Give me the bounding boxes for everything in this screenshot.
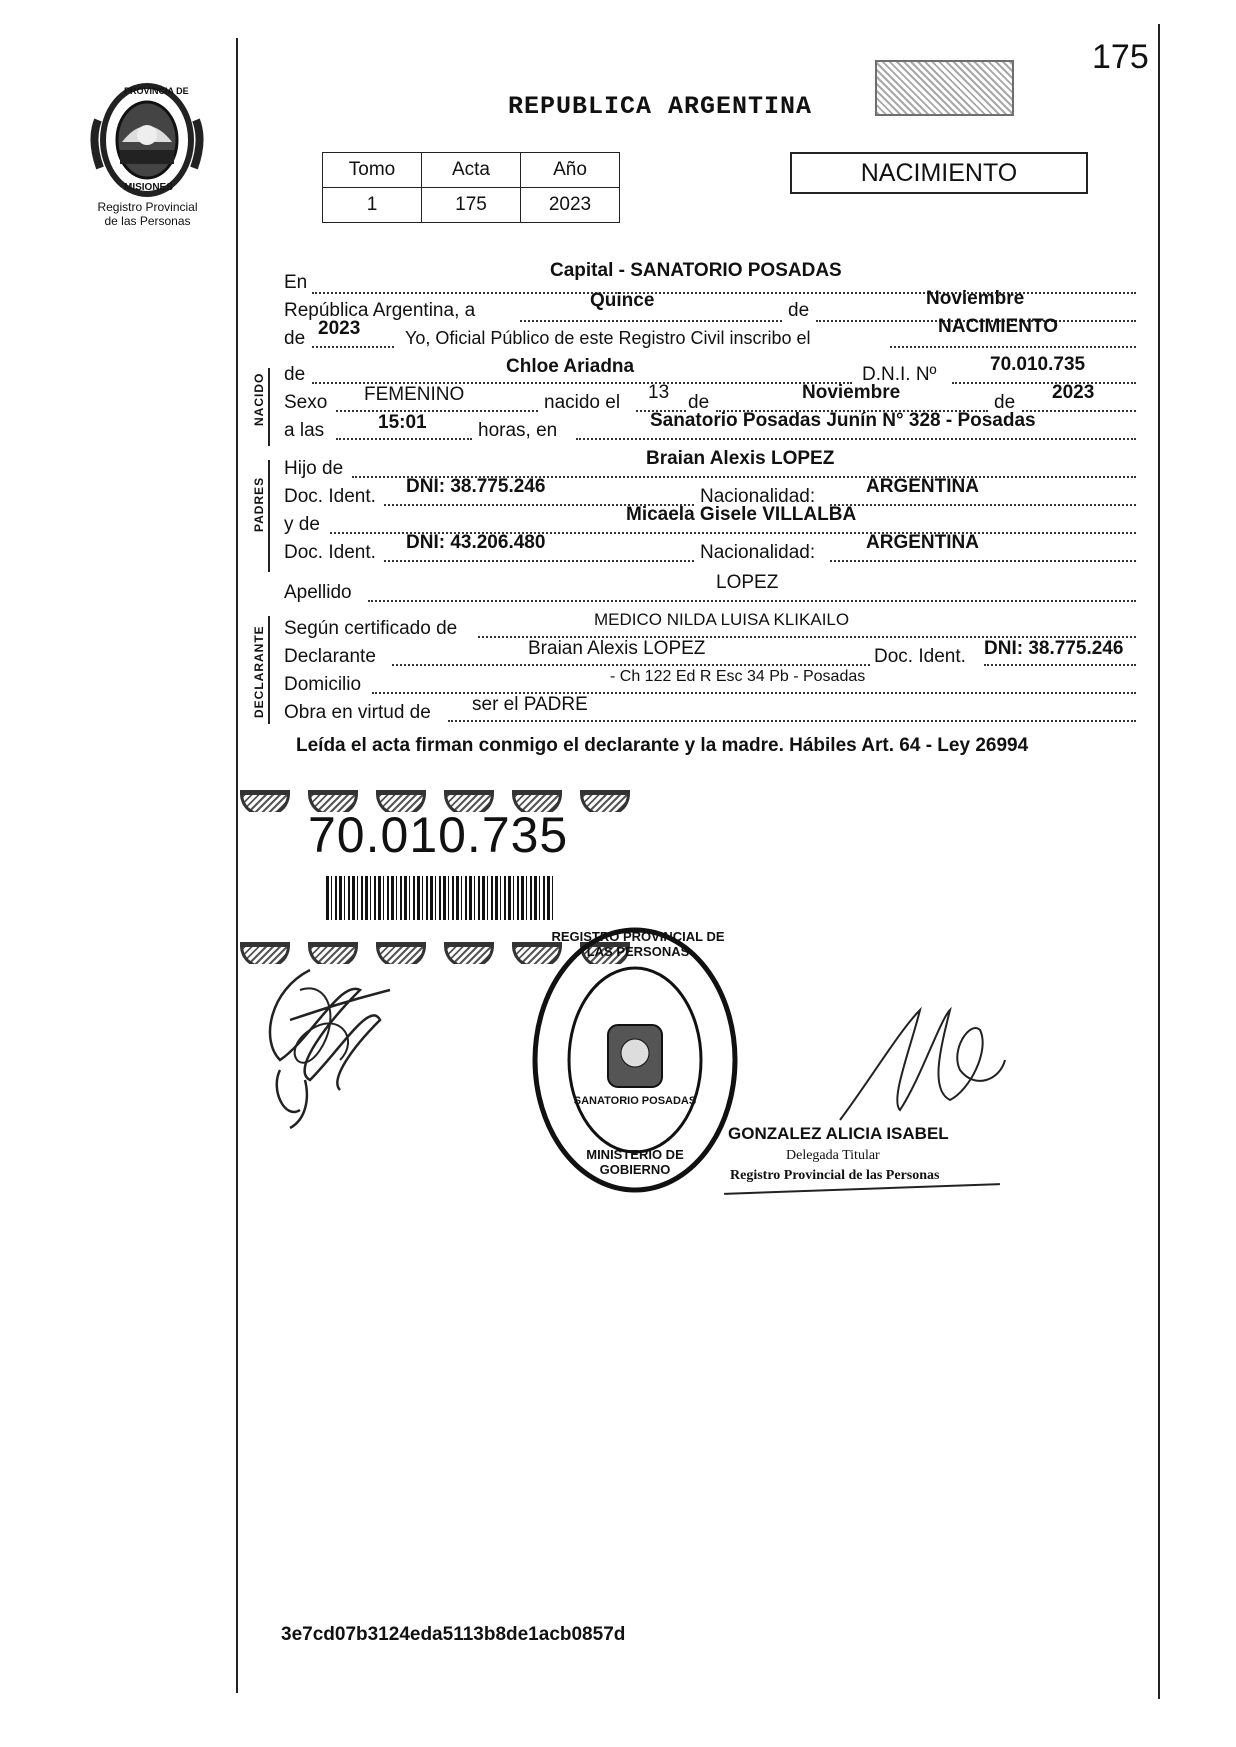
padres-bar xyxy=(268,460,270,572)
dots-anio-nac xyxy=(1022,410,1136,412)
value-declarante: Braian Alexis LOPEZ xyxy=(528,638,706,659)
value-madre-doc: DNI: 43.206.480 xyxy=(406,532,546,553)
left-margin-line xyxy=(236,38,238,1693)
security-hologram xyxy=(875,60,1014,116)
value-hora: 15:01 xyxy=(378,412,427,433)
label-doc-ident-3: Doc. Ident. xyxy=(874,646,966,667)
dots-sexo xyxy=(336,410,538,412)
registry-caption xyxy=(60,200,235,228)
dots-obra xyxy=(448,720,1136,722)
stamp-number: 70.010.735 xyxy=(308,807,569,863)
register-table xyxy=(322,152,620,223)
label-doc-ident-2: Doc. Ident. xyxy=(284,542,376,563)
closing-text: Leída el acta firman conmigo el declarante y la madre. Hábiles Art. 64 - Ley 26994 xyxy=(296,735,1029,756)
value-lugar-nac: Sanatorio Posadas Junín N° 328 - Posadas xyxy=(650,410,1036,431)
dots-madre-doc xyxy=(384,560,694,562)
official-signature xyxy=(830,990,1010,1130)
label-de-month: de xyxy=(788,300,810,321)
value-dia-nac: 13 xyxy=(648,382,670,403)
value-padre-doc: DNI: 38.775.246 xyxy=(406,476,546,497)
value-anio: 2023 xyxy=(318,318,361,339)
label-nacido-el: nacido el xyxy=(544,392,621,413)
value-padre: Braian Alexis LOPEZ xyxy=(646,448,835,469)
value-domicilio: - Ch 122 Ed R Esc 34 Pb - Posadas xyxy=(610,668,866,685)
value-madre: Micaela Gisele VILLALBA xyxy=(626,504,857,525)
side-label-nacido: NACIDO xyxy=(252,372,266,426)
official-seal xyxy=(530,925,740,1195)
document-title: REPUBLICA ARGENTINA xyxy=(508,92,813,121)
label-de3: de xyxy=(994,392,1016,413)
header-tomo: Tomo xyxy=(323,153,422,188)
official-role: Delegada Titular xyxy=(786,1148,880,1163)
emblem-ring-text-top: PROVINCIA DE xyxy=(124,86,189,96)
value-tomo: 1 xyxy=(323,188,422,223)
document-hash: 3e7cd07b3124eda5113b8de1acb0857d xyxy=(281,1624,626,1645)
label-declarante: Declarante xyxy=(284,646,376,667)
value-anio-nac: 2023 xyxy=(1052,382,1095,403)
label-nacionalidad-1: Nacionalidad: xyxy=(700,486,816,507)
label-horas: horas, en xyxy=(478,420,558,441)
header-anio: Año xyxy=(521,153,620,188)
dots-padre-nac xyxy=(830,504,1136,506)
value-dia-letras: Quince xyxy=(590,290,655,311)
label-obra: Obra en virtud de xyxy=(284,702,431,723)
dots-declarante-doc xyxy=(984,664,1136,666)
value-apellido: LOPEZ xyxy=(716,572,779,593)
signature-underline xyxy=(724,1183,1000,1195)
dots-dia xyxy=(520,320,782,322)
dots-lugar-nac xyxy=(576,438,1136,440)
label-segun: Según certificado de xyxy=(284,618,458,639)
dots-acto xyxy=(890,346,1136,348)
dots-apellido xyxy=(368,600,1136,602)
label-a-las: a las xyxy=(284,420,325,441)
side-label-padres: PADRES xyxy=(252,476,266,532)
official-office: Registro Provincial de las Personas xyxy=(730,1168,940,1183)
value-nombre: Chloe Ariadna xyxy=(506,356,635,377)
dots-dni xyxy=(952,382,1136,384)
label-domicilio: Domicilio xyxy=(284,674,362,695)
value-acto: NACIMIENTO xyxy=(938,316,1058,337)
barcode xyxy=(326,876,554,920)
label-sexo: Sexo xyxy=(284,392,328,413)
value-anio: 2023 xyxy=(521,188,620,223)
right-margin-line xyxy=(1158,24,1160,1699)
declarant-signature xyxy=(250,960,410,1130)
value-madre-nac: ARGENTINA xyxy=(866,532,979,553)
value-lugar: Capital - SANATORIO POSADAS xyxy=(550,260,842,281)
value-acta: 175 xyxy=(422,188,521,223)
value-mes-nac: Noviembre xyxy=(802,382,901,403)
value-padre-nac: ARGENTINA xyxy=(866,476,979,497)
label-en: En xyxy=(284,272,308,293)
label-doc-ident-1: Doc. Ident. xyxy=(284,486,376,507)
seal-bottom-text: MINISTERIO DE GOBIERNO xyxy=(586,1147,684,1177)
value-declarante-doc: DNI: 38.775.246 xyxy=(984,638,1124,659)
dots-declarante xyxy=(392,664,870,666)
nacido-bar xyxy=(268,368,270,446)
value-certificado: MEDICO NILDA LUISA KLIKAILO xyxy=(594,610,850,629)
page-number: 175 xyxy=(1092,38,1149,76)
value-dni: 70.010.735 xyxy=(990,354,1086,375)
label-hijo-de: Hijo de xyxy=(284,458,344,479)
dots-madre-nac xyxy=(830,560,1136,562)
act-type-box: NACIMIENTO xyxy=(790,152,1088,194)
label-oficial: Yo, Oficial Público de este Registro Civil inscribo el xyxy=(405,328,811,348)
label-y-de: y de xyxy=(284,514,320,535)
declarante-bar xyxy=(268,616,270,724)
side-label-declarante: DECLARANTE xyxy=(252,625,266,718)
dots-anio xyxy=(312,346,394,348)
official-name: GONZALEZ ALICIA ISABEL xyxy=(728,1124,949,1143)
registry-caption-line2: de las Personas xyxy=(104,214,191,228)
province-emblem xyxy=(88,80,206,200)
seal-outer-text: REGISTRO PROVINCIAL DE LAS PERSONAS xyxy=(551,929,725,959)
label-apellido: Apellido xyxy=(284,582,352,603)
emblem-ring-text-bottom: MISIONES xyxy=(124,182,173,193)
label-de-name: de xyxy=(284,364,306,385)
header-acta: Acta xyxy=(422,153,521,188)
label-republica: República Argentina, a xyxy=(284,300,476,321)
dots-hora xyxy=(336,438,472,440)
value-obra: ser el PADRE xyxy=(472,694,588,715)
value-sexo: FEMENINO xyxy=(364,384,465,405)
label-nacionalidad-2: Nacionalidad: xyxy=(700,542,816,563)
registry-caption-line1: Registro Provincial xyxy=(97,200,198,214)
label-de-year: de xyxy=(284,328,306,349)
value-mes: Noviembre xyxy=(926,288,1025,309)
seal-inner-text: SANATORIO POSADAS xyxy=(573,1095,697,1107)
label-dni: D.N.I. Nº xyxy=(862,364,937,385)
label-de2: de xyxy=(688,392,710,413)
